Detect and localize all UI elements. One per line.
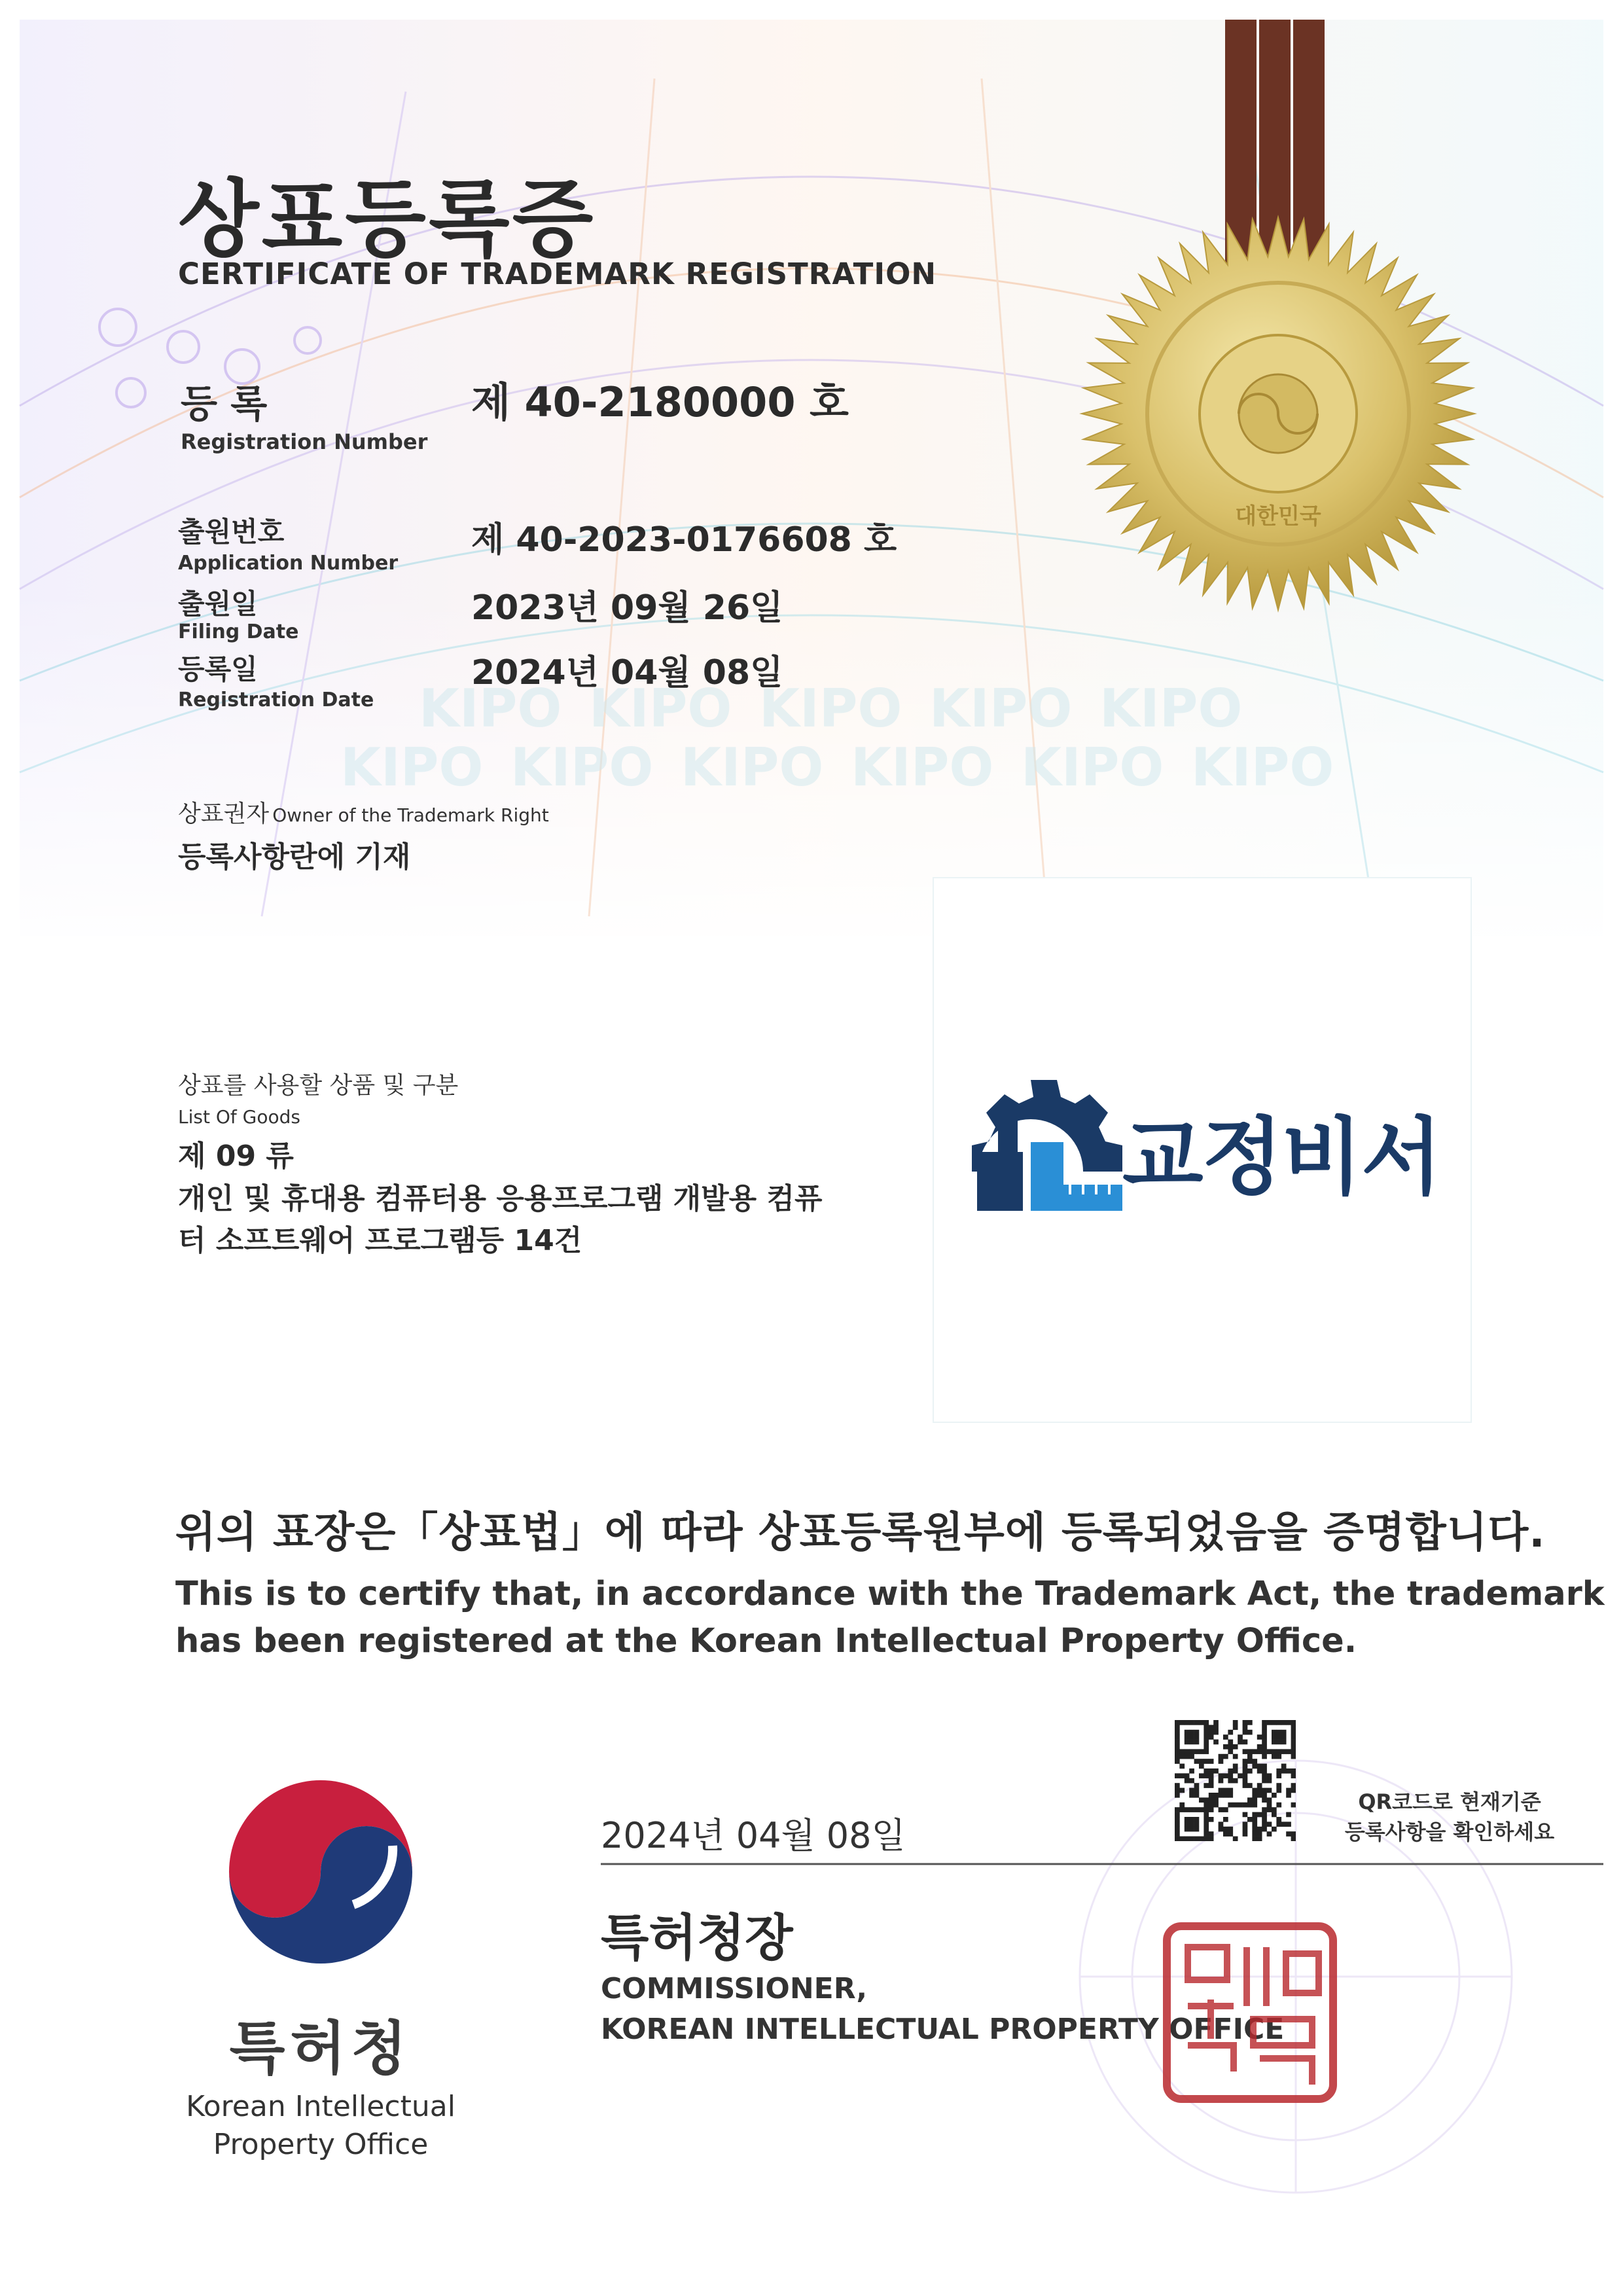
svg-text:KIPO: KIPO <box>851 737 994 798</box>
svg-text:KIPO: KIPO <box>681 737 824 798</box>
goods-class: 제 09 류 <box>178 1139 294 1173</box>
goods-label-en: List Of Goods <box>178 1106 300 1128</box>
filing-label-ko: 출원일 <box>178 588 258 620</box>
office-name-en-line-1: Korean Intellectual <box>186 2090 455 2123</box>
qr-note-line-2: 등록사항을 확인하세요 <box>1344 1820 1555 1844</box>
certification-statement-en <box>175 1571 1605 1665</box>
goods-line-1: 개인 및 휴대용 컴퓨터용 응용프로그램 개발용 컴퓨 <box>178 1182 823 1215</box>
issue-date: 2024년 04월 08일 <box>601 1815 906 1856</box>
svg-text:KIPO: KIPO <box>929 678 1073 739</box>
office-name-en-line-2: Property Office <box>213 2128 429 2161</box>
application-number: 제 40-2023-0176608 호 <box>471 520 897 560</box>
svg-text:KIPO: KIPO <box>1191 737 1334 798</box>
commissioner-line-1: COMMISSIONER, <box>601 1972 868 2005</box>
application-label-ko: 출원번호 <box>178 516 285 548</box>
official-stamp <box>1162 1921 1338 2104</box>
qr-code[interactable] <box>1175 1720 1296 1841</box>
goods-label-ko: 상표를 사용할 상품 및 구분 <box>178 1072 459 1099</box>
gear-logo-icon <box>959 1073 1122 1217</box>
svg-text:KIPO: KIPO <box>1021 737 1164 798</box>
certification-statement-ko: 위의 표장은「상표법」에 따라 상표등록원부에 등록되었음을 증명합니다. <box>175 1509 1546 1557</box>
reg-date-label-ko: 등록일 <box>178 653 258 685</box>
svg-text:KIPO: KIPO <box>340 737 484 798</box>
title-korean: 상표등록증 <box>178 171 596 268</box>
qr-note-line-1: QR코드로 현재기준 <box>1358 1789 1541 1814</box>
application-label-en: Application Number <box>178 552 399 575</box>
svg-text:KIPO: KIPO <box>510 737 654 798</box>
commissioner-line-2: KOREAN INTELLECTUAL PROPERTY OFFICE <box>601 2013 1285 2046</box>
owner-label-ko: 상표권자 <box>178 800 270 827</box>
goods-line-2: 터 소프트웨어 프로그램등 14건 <box>178 1224 582 1257</box>
trademark-text: 교정비서 <box>1122 1109 1441 1206</box>
gold-seal <box>1082 217 1474 610</box>
registration-number: 제 40-2180000 호 <box>471 378 849 426</box>
registration-label-ko: 등 록 <box>181 382 268 426</box>
watermark-text: KIPO <box>419 678 562 739</box>
owner-value: 등록사항란에 기재 <box>178 840 411 874</box>
svg-text:KIPO: KIPO <box>589 678 732 739</box>
owner-label <box>178 795 549 829</box>
kipo-emblem-icon <box>223 1774 419 1970</box>
qr-note <box>1329 1787 1571 1847</box>
office-name-ko: 특허청 <box>229 2015 412 2082</box>
svg-text:KIPO: KIPO <box>1099 678 1243 739</box>
registration-date: 2024년 04월 08일 <box>471 653 783 692</box>
owner-label-en: Owner of the Trademark Right <box>272 804 549 826</box>
filing-label-en: Filing Date <box>178 620 299 643</box>
office-name-en <box>170 2088 471 2164</box>
certification-line-1: This is to certify that, in accordance with the Trademark Act, the trademark <box>175 1575 1605 1613</box>
reg-date-label-en: Registration Date <box>178 689 374 711</box>
seal-text: 대한민국 <box>1235 503 1321 529</box>
commissioner-title-ko: 특허청장 <box>601 1909 793 1967</box>
filing-date: 2023년 09월 26일 <box>471 588 783 628</box>
svg-text:KIPO: KIPO <box>759 678 902 739</box>
certification-line-2: has been registered at the Korean Intellectual Property Office. <box>175 1622 1357 1660</box>
title-english: CERTIFICATE OF TRADEMARK REGISTRATION <box>178 257 937 291</box>
registration-label-en: Registration Number <box>181 429 428 454</box>
